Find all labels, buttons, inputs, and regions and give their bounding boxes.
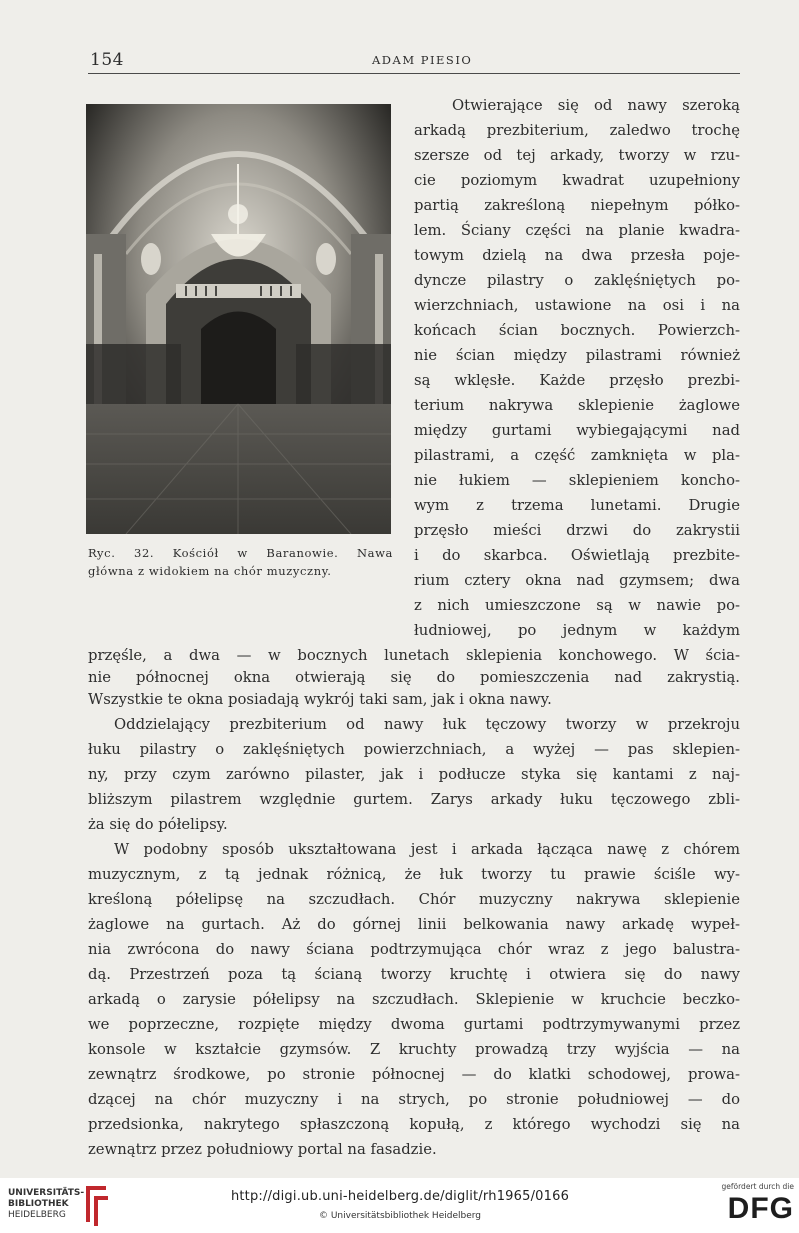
caption-line: Ryc. 32. Kościół w Baranowie. Nawa (88, 546, 393, 560)
figure-caption (88, 544, 393, 580)
permalink-url[interactable]: http://digi.ub.uni-heidelberg.de/diglit/rh1965/0166 (230, 1189, 570, 1204)
text-line: muzycznym, z tą jednak różnicą, że łuk tworzy tu prawie ściśle wy- (88, 866, 740, 883)
caption-line: główna z widokiem na chór muzyczny. (88, 564, 332, 578)
church-interior-photo-icon (86, 104, 391, 534)
text-line: Wszystkie te okna posiadają wykrój taki sam, jak i okna nawy. (88, 691, 552, 708)
institution-line: UNIVERSITÄTS- (8, 1188, 85, 1198)
text-line: partią zakreśloną niepełnym półko- (414, 197, 740, 214)
text-line: dzącej na chór muzyczny i na strych, po stronie południowej — do (88, 1091, 740, 1108)
text-line: rium cztery okna nad gzymsem; dwa (414, 572, 740, 589)
text-line: Oddzielający prezbiterium od nawy łuk tęczowy tworzy w przekroju (114, 716, 740, 733)
text-line: lem. Ściany części na planie kwadra- (414, 222, 740, 239)
text-line: nie północnej okna otwierają się do pomieszczenia nad zakrystią. (88, 669, 740, 686)
text-line: W podobny sposób ukształtowana jest i arkada łącząca nawę z chórem (114, 841, 740, 858)
institution-line: BIBLIOTHEK (8, 1199, 69, 1209)
text-line: między gurtami wybiegającymi nad (414, 422, 740, 439)
text-line: z nich umieszczone są w nawie po- (414, 597, 740, 614)
page-number: 154 (90, 50, 124, 70)
text-line: bliższym pilastrem względnie gurtem. Zarys arkady łuku tęczowego zbli- (88, 791, 740, 808)
text-line: zewnątrz środkowe, po stronie północnej — do klatki schodowej, prowa- (88, 1066, 740, 1083)
digitization-footer (0, 1178, 799, 1233)
text-line: żaglowe na gurtach. Aż do górnej linii belkowania nawy arkadę wypeł- (88, 916, 740, 933)
text-line: szersze od tej arkady, tworzy w rzu- (414, 147, 740, 164)
text-line: wym z trzema lunetami. Drugie (414, 497, 740, 514)
text-line: kreśloną półelipsę na szczudłach. Chór muzyczny nakrywa sklepienie (88, 891, 740, 908)
text-line: ża się do półelipsy. (88, 816, 228, 833)
text-line: przedsionka, nakrytego spłaszczoną kopułą, z którego wychodzi się na (88, 1116, 740, 1133)
text-line: przęśle, a dwa — w bocznych lunetach sklepienia konchowego. W ścia- (88, 647, 740, 664)
text-line: dyncze pilastry o zaklęśniętych po- (414, 272, 740, 289)
funder-note: gefördert durch die (721, 1182, 794, 1191)
text-line: terium nakrywa sklepienie żaglowe (414, 397, 740, 414)
text-line: łuku pilastry o zaklęśniętych powierzchniach, a wyżej — pas sklepien- (88, 741, 740, 758)
text-line: końcach ścian bocznych. Powierzch- (414, 322, 740, 339)
text-line: dą. Przestrzeń poza tą ścianą tworzy kruchtę i otwiera się do nawy (88, 966, 740, 983)
text-line: arkadą o zarysie półelipsy na szczudłach. Sklepienie w kruchcie beczko- (88, 991, 740, 1008)
text-line: zewnątrz przez południowy portal na fasadzie. (88, 1141, 437, 1158)
text-line: nie ścian między pilastrami również (414, 347, 740, 364)
text-line: we poprzeczne, rozpięte między dwoma gurtami podtrzymywanymi przez (88, 1016, 740, 1033)
copyright-notice: © Universitätsbibliothek Heidelberg (318, 1211, 481, 1221)
text-line: nia zwrócona do nawy ściana podtrzymująca chór wraz z jego balustra- (88, 941, 740, 958)
university-mark-icon (78, 1182, 114, 1228)
text-line: łudniowej, po jednym w każdym (414, 622, 740, 639)
text-line: pilastrami, a część zamknięta w pla- (414, 447, 740, 464)
text-line: konsole w kształcie gzymsów. Z kruchty prowadzą trzy wyjścia — na (88, 1041, 740, 1058)
text-line: są wklęsłe. Każde przęsło prezbi- (414, 372, 740, 389)
institution-line: HEIDELBERG (8, 1210, 66, 1220)
church-interior-photo (86, 104, 391, 534)
text-line: towym dzielą na dwa przesła poje- (414, 247, 740, 264)
running-head: ADAM PIESIO (372, 53, 473, 67)
text-line: przęsło mieści drzwi do zakrystii (414, 522, 740, 539)
header-rule (88, 73, 740, 74)
university-library-logo[interactable] (8, 1188, 84, 1221)
text-line: cie poziomym kwadrat uzupełniony (414, 172, 740, 189)
dfg-logo[interactable]: DFG (727, 1192, 794, 1225)
text-line: arkadą prezbiterium, zaledwo trochę (414, 122, 740, 139)
text-line: Otwierające się od nawy szeroką (452, 97, 740, 114)
text-line: nie łukiem — sklepieniem koncho- (414, 472, 740, 489)
text-line: i do skarbca. Oświetlają prezbite- (414, 547, 740, 564)
text-line: ny, przy czym zarówno pilaster, jak i podłucze styka się kantami z naj- (88, 766, 740, 783)
text-line: wierzchniach, ustawione na osi i na (414, 297, 740, 314)
